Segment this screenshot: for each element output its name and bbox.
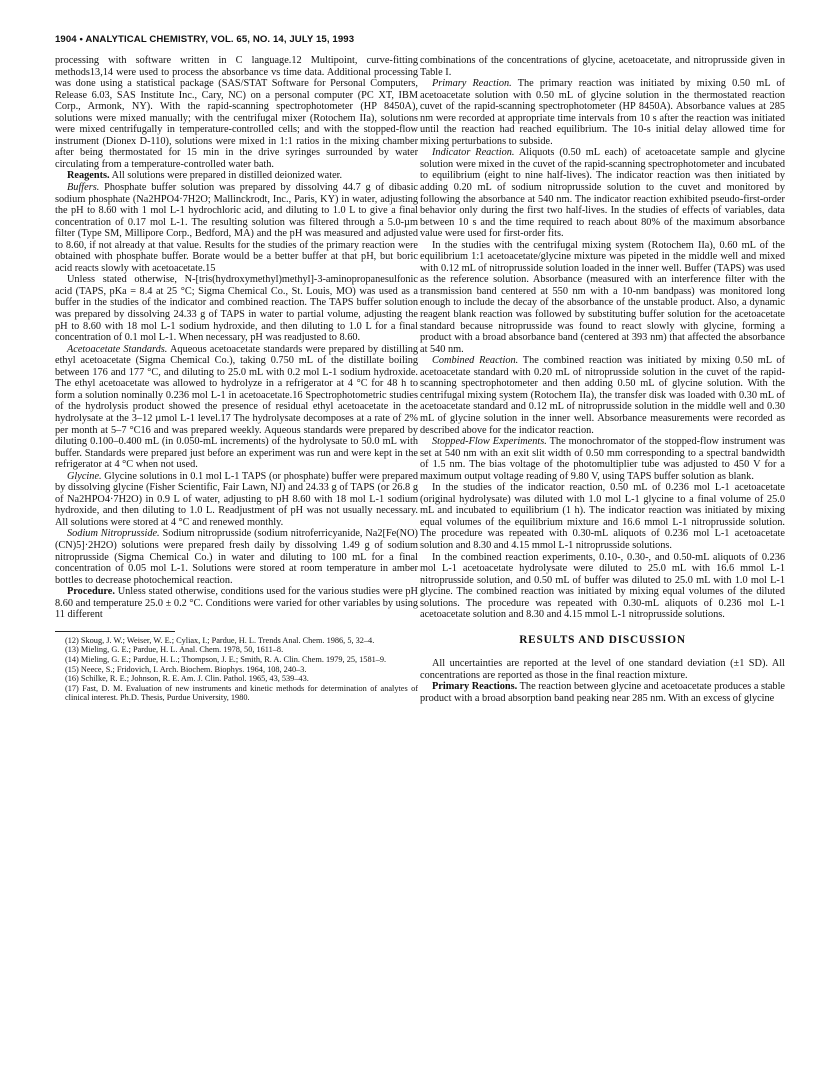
paragraph-text: Sodium nitroprusside (sodium nitroferricyanide, Na2[Fe(NO)(CN)5]·2H2O) solutions were prepared fresh daily by dissolving 1.49 g of sodium nitroprusside (Sigma Chemical Co.) in water and diluting to 100 mL for a final concentration of 0.05 mol L-1. Solutions were stored at room temperature in amber bottles to decrease photochemical reaction. [55,528,418,586]
section-heading: RESULTS AND DISCUSSION [519,633,686,646]
subheading: Combined Reaction. [432,355,519,367]
subheading: Acetoacetate Standards. [67,343,168,355]
paragraph-buffers [55,182,418,274]
paragraph-acetoacetate [55,344,418,471]
paragraph-stopped-flow [420,436,785,482]
paragraph-text: The primary reaction was initiated by mixing 0.50 mL of acetoacetate solution with 0.50 mL of glycine solution in the thermostated reaction cuvet of the rapid-scanning spectrophotometer (HP 8450A). Absorbance values at 285 nm were recorded at appropriate time intervals from 10 s after the reaction was initiated until the reaction had reached equilibrium. The 10-s initial delay allowed time for mixing perturbations to subside. [420,78,785,147]
paragraph-uncertainties: All uncertainties are reported at the level of one standard deviation (±1 SD). All concentrations are reported as those in the final reaction mixture. [420,658,785,681]
paragraph: processing with software written in C language.12 Multipoint, curve-fitting methods13,14 were used to process the absorbance vs time data. Additional processing was done using a statistical package (SAS/STAT Software for Personal Computers, Release 6.03, SAS Institute Inc., Cary, NC) on a personal computer (PC XT, IBM Corp., Armonk, NY). With the rapid-scanning spectrophotometer (HP 8450A), solutions were mixed manually; with the centrifugal mixer (Rotochem IIa), solutions were mixed centrifugally in temperature-controlled cells; and with the stopped-flow instrument (Dionex D-110), solutions were mixed in 1:1 ratios in the mixing chamber after being thermostated for 15 min in the drive syringes surrounded by water circulating from a temperature-controlled water bath. [55,55,418,170]
paragraph-text: Aqueous acetoacetate standards were prepared by distilling ethyl acetoacetate (Sigma Chemical Co.), taking 0.750 mL of the distillate boiling between 176 and 177 °C, and diluting to 25.0 mL with 0.2 mol L-1 sodium hydroxide. The ethyl acetoacetate was allowed to hydrolyze in a refrigerator at 4 °C for 48 h to form a solution nominally 0.236 mol L-1 in acetoacetate.16 Spectrophotometric studies of the hydrolysis product showed the presence of residual ethyl acetoacetate in the hydrolysate at the 3–12 µmol L-1 level.17 The hydrolysate decomposes at a rate of 2% per month at 5–7 °C16 and was prepared weekly. Aqueous standards were prepared by diluting 0.100–0.400 mL (in 0.050-mL increments) of the hydrolysate to 50.0 mL with buffer. Standards were prepared just before an experiment was run and were kept in the refrigerator at 4 °C when not used. [55,343,418,471]
subheading: Indicator Reaction. [432,147,515,159]
paragraph-combined-reaction [420,355,785,436]
running-header: 1904 • ANALYTICAL CHEMISTRY, VOL. 65, NO. 14, JULY 15, 1993 [55,34,355,45]
paragraph-reagents [55,170,418,182]
paragraph-indicator-reaction [420,147,785,239]
paragraph-taps: Unless stated otherwise, N-[tris(hydroxymethyl)methyl]-3-aminopropanesulfonic acid (TAPS, pKa = 8.4 at 25 °C; Sigma Chemical Co., St. Louis, MO) was used as a buffer in the studies of the indicator and combined reaction. The TAPS buffer solution was prepared by dissolving 24.33 g of TAPS in water to partial volume, adjusting the pH to 8.60 with 18 mol L-1 sodium hydroxide, and then diluting to 1.0 L for a final concentration of 0.1 mol L-1. When necessary, pH was readjusted to 8.60. [55,274,418,344]
footnote-divider [55,631,175,632]
paragraph-indicator-studies: In the studies of the indicator reaction, 0.50 mL of 0.236 mol L-1 acetoacetate (original hydrolysate) was diluted with 1.0 mol L-1 glycine to a final volume of 25.0 mL and incubated to equilibrium (1 h). The indicator reaction was initiated by mixing equal volumes of the equilibrium mixture and 16.6 mmol L-1 nitroprusside solution. The procedure was repeated with 0.30-mL aliquots of 0.236 mol L-1 acetoacetate solution and 8.30 and 4.15 mmol L-1 nitroprusside solutions. [420,482,785,551]
paragraph-primary-reactions [420,681,785,704]
footnote: (15) Neece, S.; Fridovich, I. Arch. Biochem. Biophys. 1964, 108, 240–3. [65,664,307,674]
footnote: (16) Schilke, R. E.; Johnson, R. E. Am. J. Clin. Pathol. 1965, 43, 539–43. [65,674,309,684]
paragraph-text: The combined reaction was initiated by mixing 0.50 mL of acetoacetate standard with 0.20 mL of nitroprusside solution in the cuvet of the rapid-scanning spectrophotometer and then adding 0.50 mL of glycine solution. With the centrifugal mixing system (Rotochem IIa), the transfer disk was loaded with 0.30 mL of acetoacetate standard and 0.12 mL of nitroprusside solution in the middle well and 0.30 mL of glycine solution in the inner well. Absorbance measurements were recorded as described above for the indicator reaction. [420,355,785,436]
paragraph-text: Unless stated otherwise, conditions used for the various studies were pH 8.60 and temperature 25.0 ± 0.2 °C. Conditions were varied for other variables by using 11 different [55,586,418,621]
paragraph-text: All solutions were prepared in distilled deionized water. [109,170,343,182]
footnote: (17) Fast, D. M. Evaluation of new instruments and kinetic methods for determination of analytes of clinical interest. Ph.D. Thesis, Purdue University, 1980. [65,683,418,703]
runin-heading: Primary Reactions. [432,681,518,693]
paragraph-text: The reaction between glycine and acetoacetate produces a stable product with a broad absorption band peaking near 285 nm. With an excess of glycine [420,681,785,704]
subheading: Buffers. [67,182,100,194]
subheading: Primary Reaction. [432,78,512,90]
paragraph-centrifugal: In the studies with the centrifugal mixing system (Rotochem IIa), 0.60 mL of the equilibrium 1:1 acetoacetate/glycine mixture was pipeted in the middle well and mixed with 0.12 mL of nitroprusside solution loaded in the inner well. Buffer (TAPS) was used as the reference solution. Absorbance (measured with an interference filter with the transmission band centered at 550 nm with a 10-nm bandpass) was monitored long enough to include the decay of the absorbance of the unstable product. Also, a dynamic reagent blank reaction was followed by substituting buffer solution for the acetoacetate standard because nitroprusside was found to react slowly with glycine, forming a product with a broad absorbance band (centered at 393 nm) that affected the absorbance at 540 nm. [420,239,785,355]
paragraph-procedure [55,586,418,621]
paragraph-combined-experiments: In the combined reaction experiments, 0.10-, 0.30-, and 0.50-mL aliquots of 0.236 mol L-1 acetoacetate hydrolysate were diluted to 25.0 mL with 16.6 mmol L-1 nitroprusside solution, and 0.50 mL of buffer was diluted to 25.0 mL with 1.0 mol L-1 glycine. The combined reaction was initiated by mixing equal volumes of the diluted solutions. The procedure was repeated with 0.30-mL aliquots of 0.236 mol L-1 acetoacetate solution and 8.30 and 4.15 mmol L-1 nitroprusside solutions. [420,551,785,621]
footnote: (14) Mieling, G. E.; Pardue, H. L.; Thompson, J. E.; Smith, R. A. Clin. Chem. 1979, 25, 1581–9. [65,654,387,664]
left-column [55,55,418,703]
runin-heading: Reagents. [67,170,110,182]
right-column [420,55,785,705]
subheading: Sodium Nitroprusside. [67,528,160,540]
paragraph-text: Aliquots (0.50 mL each) of acetoacetate sample and glycine solution were mixed in the cuvet of the rapid-scanning spectrophotometer and incubated to equilibrium (eight to nine half-lives). The indicator reaction was then initiated by adding 0.20 mL of sodium nitroprusside solution to the cuvet and monitored by following the absorbance at 540 nm. The indicator reaction exhibited pseudo-first-order behavior only during the first two half-lives. In the studies of effects of variables, data between 10 s and the time required to reach about 80% of the maximum absorbance value were used for first-order fits. [420,147,785,240]
footnote: (13) Mieling, G. E.; Pardue, H. L. Anal. Chem. 1978, 50, 1611–8. [65,645,284,655]
paragraph-text: Phosphate buffer solution was prepared by dissolving 44.7 g of dibasic sodium phosphate (Na2HPO4·7H2O; Mallinckrodt, Inc., Paris, KY) in water, adjusting the pH to 8.60 with 1 mol L-1 hydrochloric acid, and diluting to 1.0 L to give a final concentration of 0.17 mol L-1. The resulting solution was filtered through a 5.0-µm filter (Type SM, Millipore Corp., Bedford, MA) and the pH was measured and adjusted to 8.60, if not already at that value. Results for the studies of the primary reaction were obtained with phosphate buffer. Borate would be a better buffer at that pH, but boric acid reacts slowly with acetoacetate.15 [55,182,418,274]
paragraph-text: The monochromator of the stopped-flow instrument was set at 540 nm with an exit slit width of 0.50 mm corresponding to a spectral bandwidth of 1.5 nm. The bias voltage of the photomultiplier tube was adjusted to 450 V for a maximum output voltage reading of 9.80 V, using TAPS buffer solution as blank. [420,436,785,482]
paragraph-primary-reaction [420,78,785,147]
footnote: (12) Skoug, J. W.; Weiser, W. E.; Cyliax, I.; Pardue, H. L. Trends Anal. Chem. 1986, 5, 32–4. [65,635,375,645]
paragraph-text: Glycine solutions in 0.1 mol L-1 TAPS (or phosphate) buffer were prepared by dissolving glycine (Fisher Scientific, Fair Lawn, NJ) and 24.33 g of TAPS (or 26.8 g of Na2HPO4·7H2O) in 0.9 L of water, adjusting to pH 8.60 with 18 mol L-1 sodium hydroxide, and then diluting to 1.0 L. Readjustment of pH was not usually necessary. All solutions were stored at 4 °C and renewed monthly. [55,470,418,528]
runin-heading: Procedure. [67,586,115,598]
paragraph-glycine [55,471,418,529]
subheading: Glycine. [67,470,102,482]
paragraph-nitroprusside [55,528,418,586]
subheading: Stopped-Flow Experiments. [432,436,547,448]
paragraph: combinations of the concentrations of glycine, acetoacetate, and nitroprusside given in Table I. [420,55,785,78]
